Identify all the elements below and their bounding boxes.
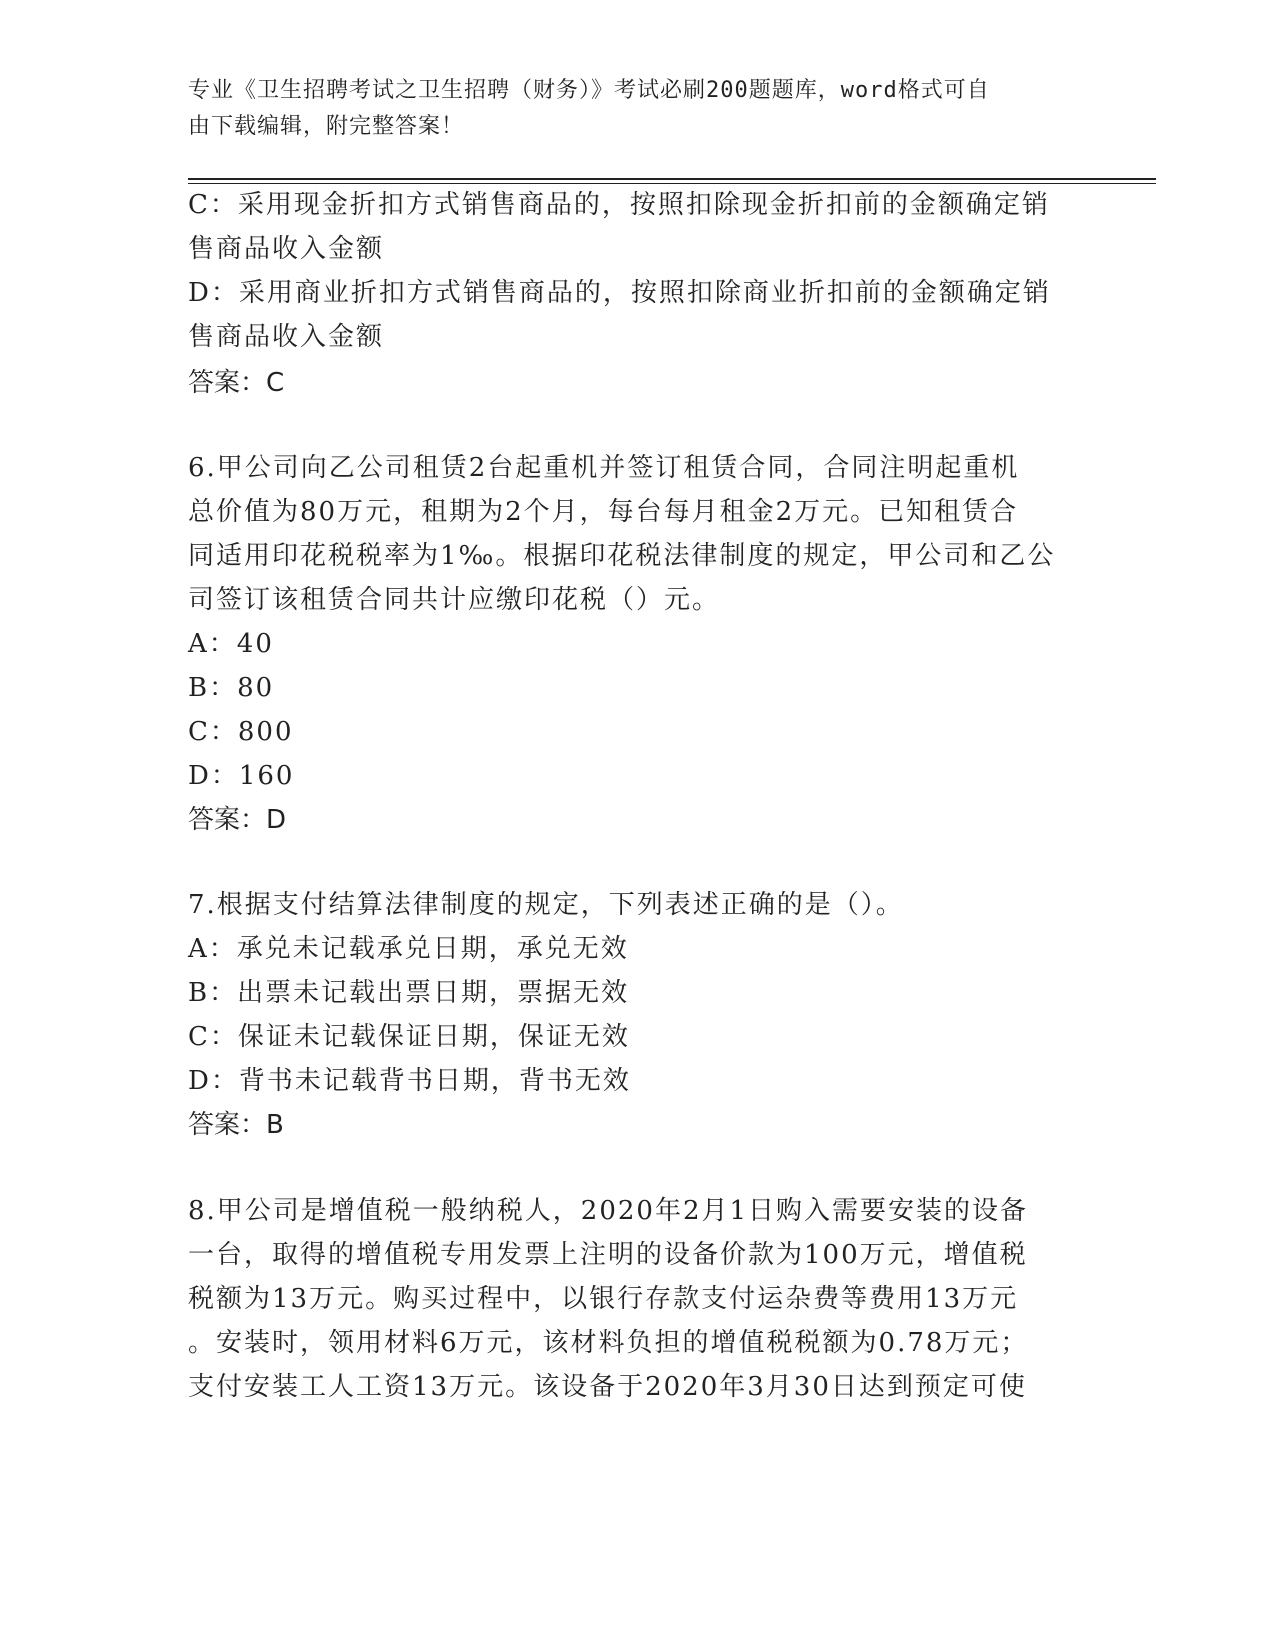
option-c-q5-line-1: C：采用现金折扣方式销售商品的，按照扣除现金折扣前的金额确定销 bbox=[188, 190, 1050, 220]
question-8-line-3: 税额为13万元。购买过程中，以银行存款支付运杂费等费用13万元 bbox=[188, 1284, 1019, 1314]
answer-q5: 答案：C bbox=[188, 368, 285, 398]
question-6-line-4: 司签订该租赁合同共计应缴印花税（）元。 bbox=[188, 585, 721, 615]
option-d-q6: D：160 bbox=[188, 761, 295, 791]
question-8-line-5: 支付安装工人工资13万元。该设备于2020年3月30日达到预定可使 bbox=[188, 1372, 1027, 1402]
option-b-q6: B：80 bbox=[188, 673, 275, 703]
question-6-line-1: 6.甲公司向乙公司租赁2台起重机并签订租赁合同，合同注明起重机 bbox=[188, 453, 1020, 483]
option-a-q7: A：承兑未记载承兑日期，承兑无效 bbox=[188, 934, 629, 964]
option-d-q7: D：背书未记载背书日期，背书无效 bbox=[188, 1066, 631, 1096]
header-line-1: 专业《卫生招聘考试之卫生招聘（财务）》考试必刷200题题库，word格式可自 bbox=[188, 78, 990, 103]
option-c-q6: C：800 bbox=[188, 717, 294, 747]
header-divider-thick bbox=[188, 178, 1156, 180]
document-header bbox=[188, 73, 1068, 145]
question-6-line-2: 总价值为80万元，租期为2个月，每台每月租金2万元。已知租赁合 bbox=[188, 497, 1019, 527]
header-line-2: 由下载编辑，附完整答案！ bbox=[188, 114, 465, 139]
question-8-line-1: 8.甲公司是增值税一般纳税人，2020年2月1日购入需要安装的设备 bbox=[188, 1196, 1029, 1226]
option-c-q7: C：保证未记载保证日期，保证无效 bbox=[188, 1022, 630, 1052]
answer-q6: 答案：D bbox=[188, 805, 287, 835]
answer-q7: 答案：B bbox=[188, 1110, 284, 1140]
option-c-q5-line-2: 售商品收入金额 bbox=[188, 234, 385, 264]
question-7: 7.根据支付结算法律制度的规定，下列表述正确的是（）。 bbox=[188, 890, 904, 920]
option-d-q5-line-1: D：采用商业折扣方式销售商品的，按照扣除商业折扣前的金额确定销 bbox=[188, 278, 1051, 308]
option-b-q7: B：出票未记载出票日期，票据无效 bbox=[188, 978, 630, 1008]
option-d-q5-line-2: 售商品收入金额 bbox=[188, 322, 385, 352]
option-a-q6: A：40 bbox=[188, 629, 274, 659]
question-8-line-2: 一台，取得的增值税专用发票上注明的设备价款为100万元，增值税 bbox=[188, 1240, 1028, 1270]
question-6-line-3: 同适用印花税税率为1‰。根据印花税法律制度的规定，甲公司和乙公 bbox=[188, 541, 1056, 571]
question-8-line-4: 。安装时，领用材料6万元，该材料负担的增值税税额为0.78万元； bbox=[188, 1328, 1029, 1358]
